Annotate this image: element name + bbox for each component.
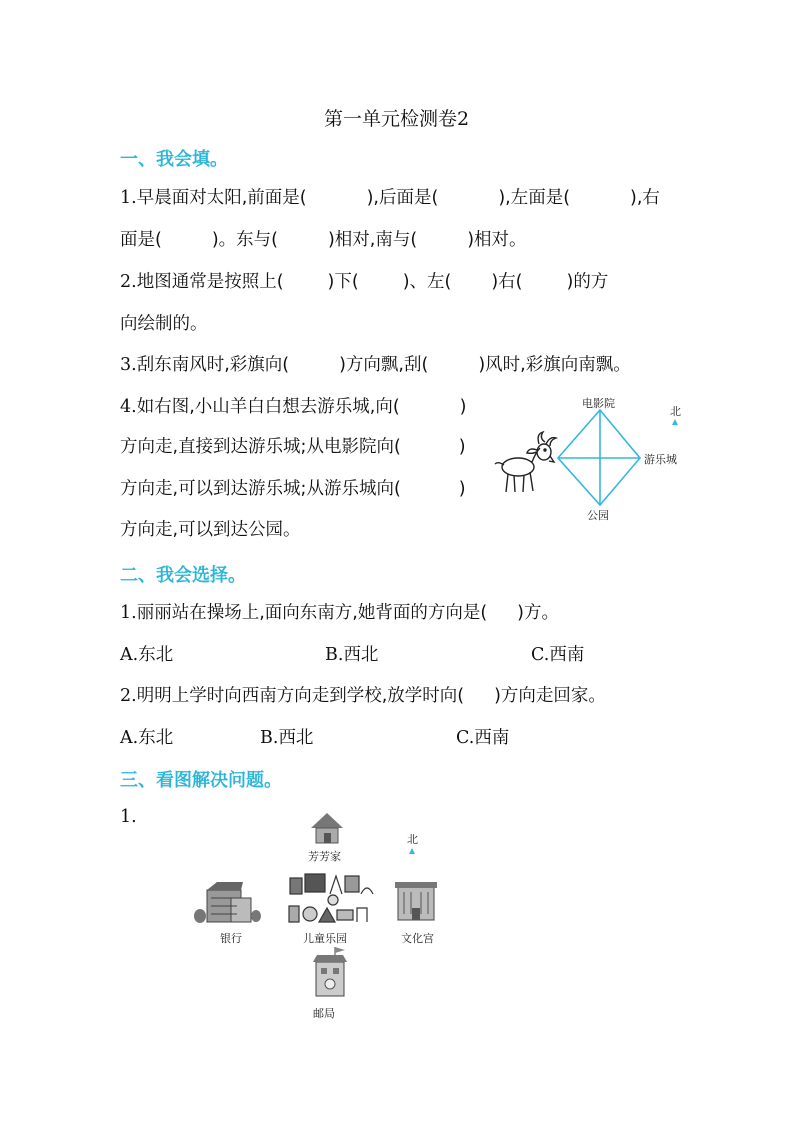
label-post-office: 邮局	[313, 1007, 335, 1020]
playground-icon	[289, 874, 373, 922]
question-2-line-1: 2.地图通常是按照上( )下( )、左( )右( )的方	[120, 272, 609, 292]
question-number: 2.	[120, 686, 137, 706]
question-4-line-1: 4.如右图,小山羊白白想去游乐城,向( )	[120, 397, 467, 417]
culture-palace-icon	[395, 882, 437, 920]
goat-icon	[495, 432, 556, 492]
question-number: 1.	[120, 603, 137, 623]
question-3-line-1: 3.刮东南风时,彩旗向( )方向飘,刮( )风时,彩旗向南飘。	[120, 355, 631, 375]
choice-1-option-c[interactable]: C.西南	[531, 645, 585, 665]
direction-diamond	[558, 410, 640, 505]
choice-question-2: 2.明明上学时向西南方向走到学校,放学时向( )方向走回家。	[120, 686, 606, 706]
section-heading-choose: 二、我会选择。	[120, 565, 246, 586]
question-number: 2.	[120, 272, 137, 292]
north-label: 北	[670, 405, 681, 418]
question-number: 4.	[120, 397, 137, 417]
post-office-icon	[313, 947, 347, 996]
section-heading-picture: 三、看图解决问题。	[120, 770, 282, 791]
choice-2-option-c[interactable]: C.西南	[456, 728, 510, 748]
choice-1-option-b[interactable]: B.西北	[325, 645, 379, 665]
choice-question-1: 1.丽丽站在操场上,面向东南方,她背面的方向是( )方。	[120, 603, 559, 623]
choice-2-option-a[interactable]: A.东北	[120, 728, 174, 748]
question-4-line-4: 方向走,可以到达公园。	[120, 520, 301, 540]
question-4-line-3: 方向走,可以到达游乐城;从游乐城向( )	[120, 479, 466, 499]
question-2-line-2: 向绘制的。	[120, 314, 208, 334]
label-cinema: 电影院	[582, 397, 615, 410]
label-amusement-city: 游乐城	[644, 453, 677, 466]
question-number: 3.	[120, 355, 137, 375]
bank-icon	[194, 882, 261, 923]
north-label: 北	[407, 833, 418, 846]
label-fangfang-home: 芳芳家	[308, 850, 341, 863]
label-childrens-playground: 儿童乐园	[303, 932, 347, 945]
question-1-line-1: 1.早晨面对太阳,前面是( ),后面是( ),左面是( ),右	[120, 188, 660, 208]
label-park: 公园	[587, 509, 609, 522]
north-arrow-icon	[672, 419, 678, 425]
question-4-line-2: 方向走,直接到达游乐城;从电影院向( )	[120, 437, 466, 457]
question-number: 1.	[120, 807, 137, 827]
label-culture-palace: 文化宫	[401, 932, 434, 945]
location-map	[185, 810, 465, 1025]
question-1-line-2: 面是( )。东与( )相对,南与( )相对。	[120, 230, 527, 250]
choice-2-option-b[interactable]: B.西北	[260, 728, 314, 748]
choice-1-option-a[interactable]: A.东北	[120, 645, 174, 665]
house-icon	[311, 813, 343, 843]
page-title: 第一单元检测卷2	[323, 108, 470, 130]
north-arrow-icon	[409, 848, 415, 854]
question-number: 1.	[120, 188, 137, 208]
direction-diagram	[490, 392, 700, 527]
label-bank: 银行	[220, 932, 242, 945]
section-heading-fill: 一、我会填。	[120, 149, 228, 170]
